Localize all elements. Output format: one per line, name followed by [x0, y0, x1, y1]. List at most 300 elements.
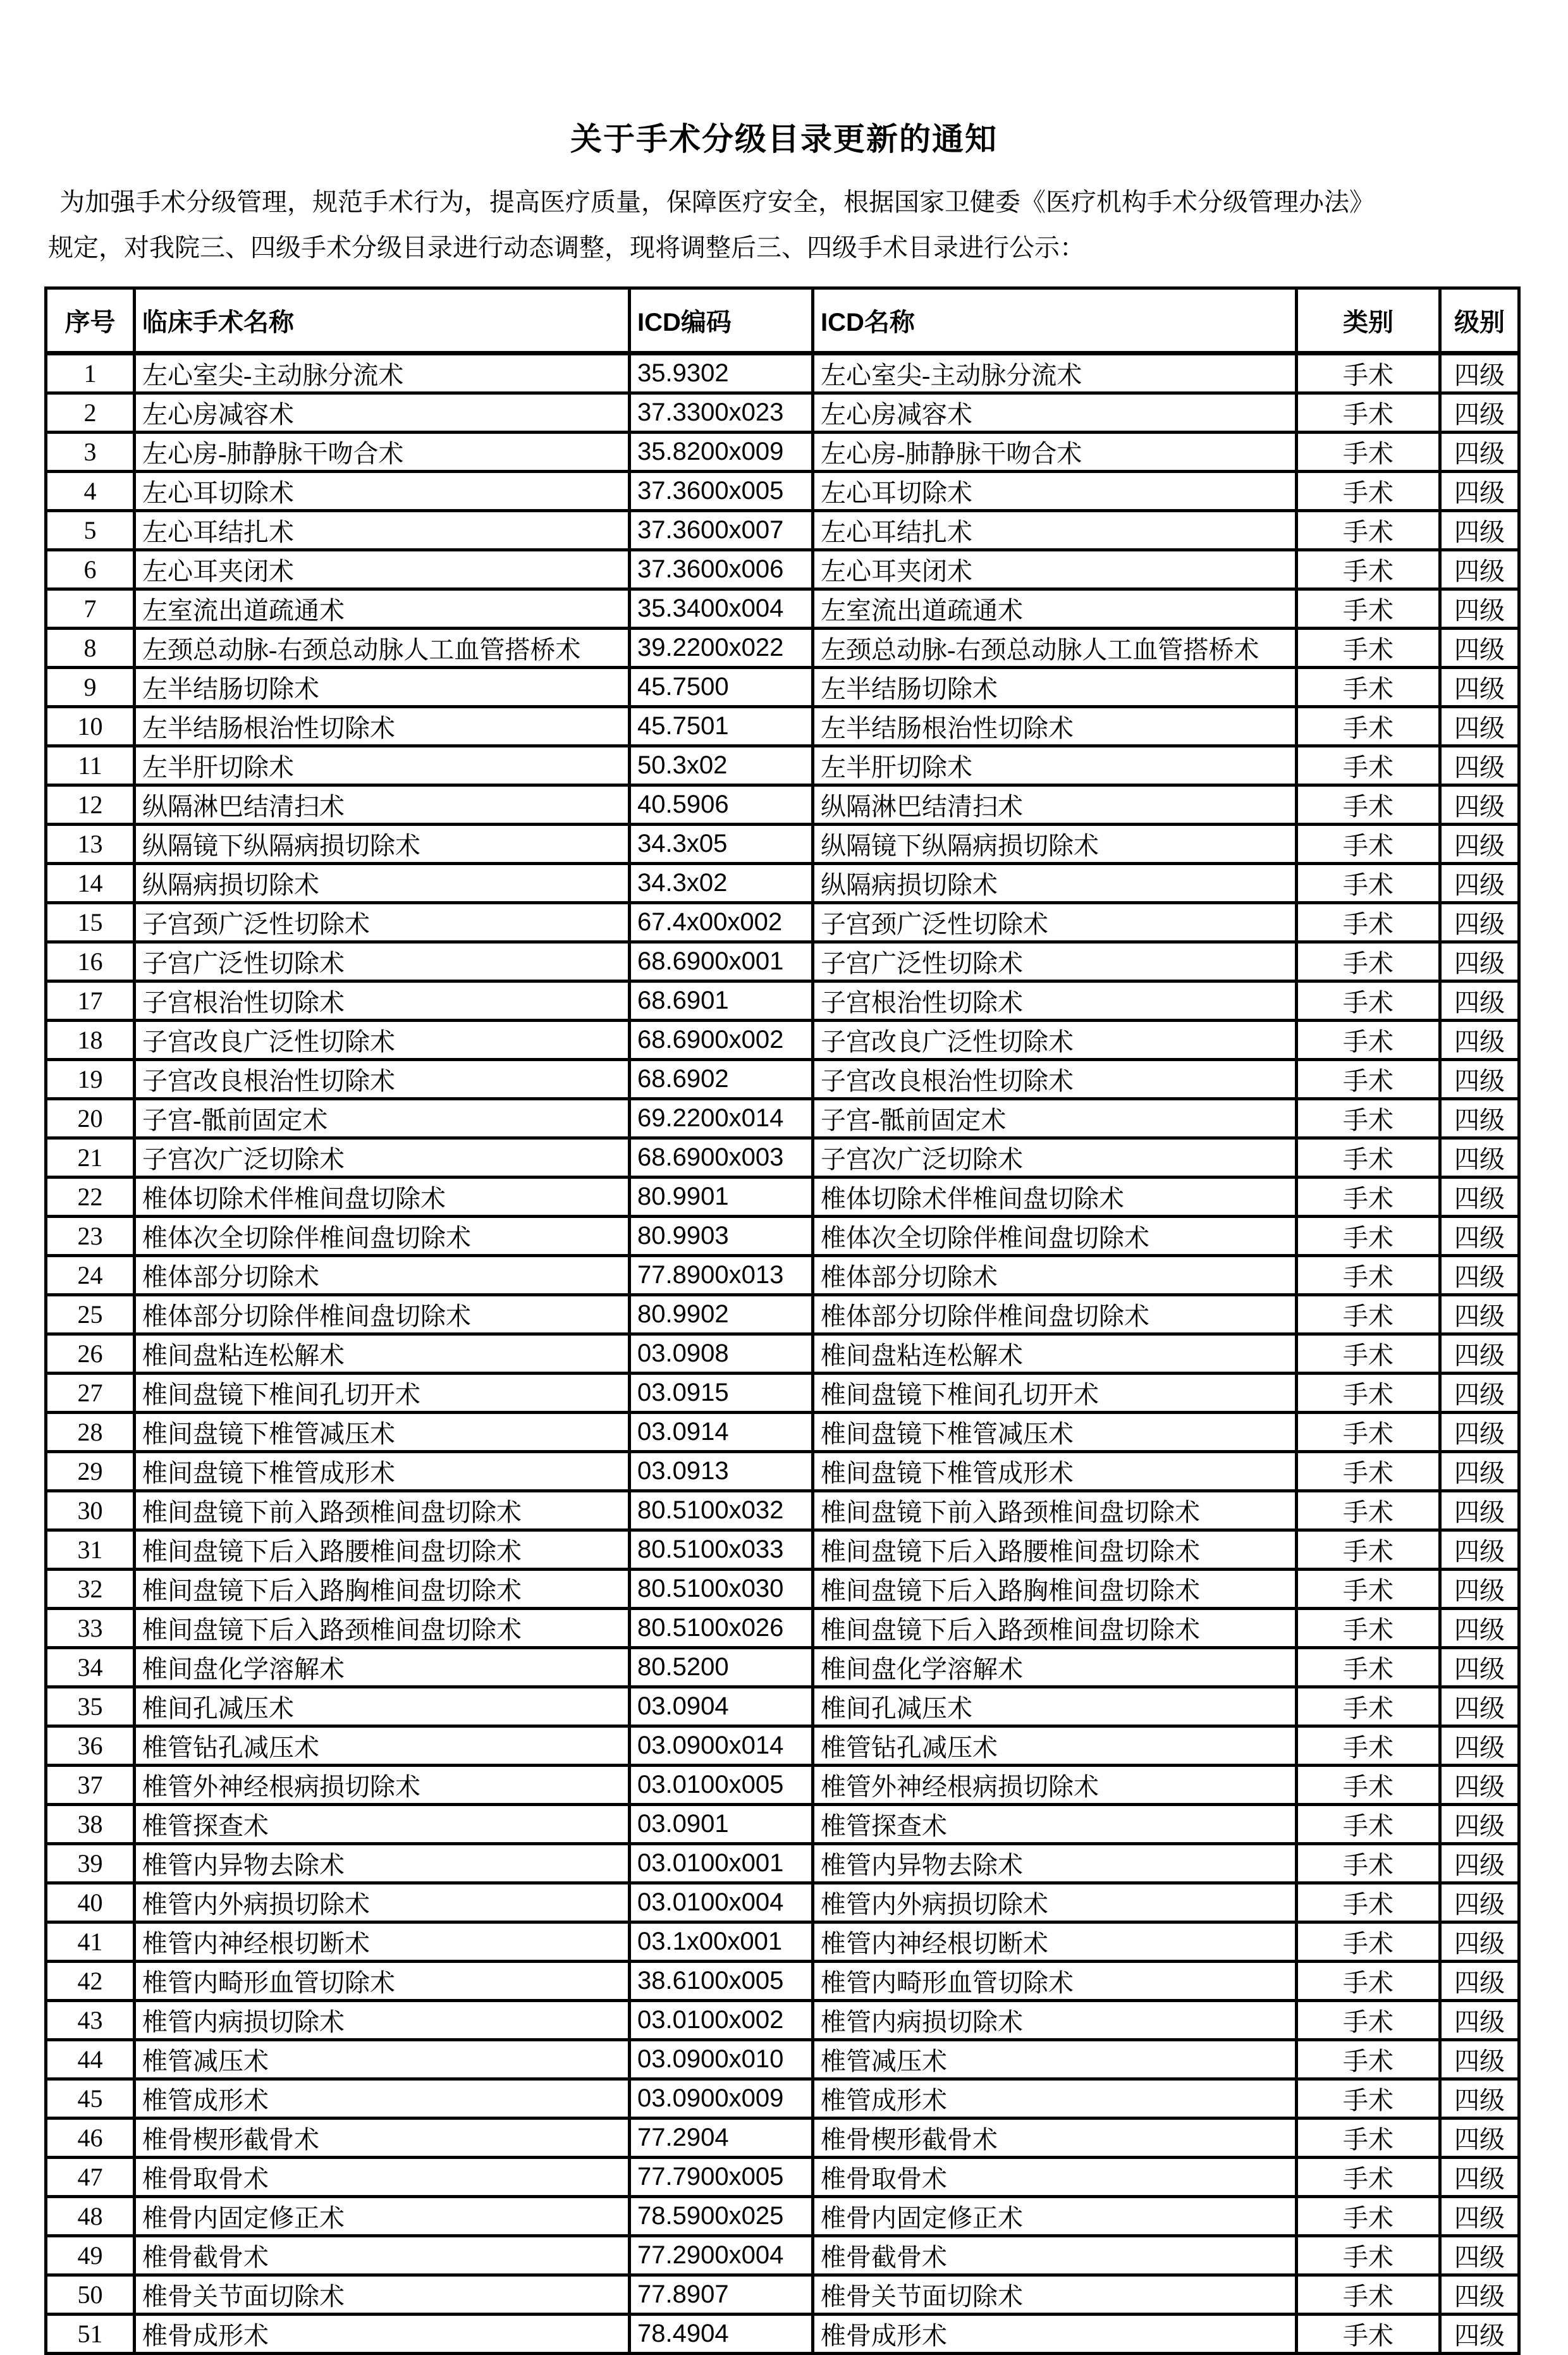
- table-row: [46, 1922, 1519, 1962]
- table-row: [46, 2040, 1519, 2079]
- cell-level: 四级: [1440, 589, 1519, 629]
- header-row: [46, 288, 1519, 354]
- cell-icd-code: 03.0915: [630, 1374, 813, 1413]
- table-row: [46, 393, 1519, 433]
- cell-seq: 45: [46, 2079, 135, 2118]
- cell-icd-code: 69.2200x014: [630, 1099, 813, 1138]
- table-row: [46, 1099, 1519, 1138]
- cell-level: 四级: [1440, 1570, 1519, 1609]
- cell-level: 四级: [1440, 825, 1519, 864]
- cell-seq: 32: [46, 1570, 135, 1609]
- cell-level: 四级: [1440, 903, 1519, 942]
- cell-level: 四级: [1440, 629, 1519, 668]
- cell-clinical-name: 椎间孔减压术: [135, 1687, 630, 1726]
- cell-icd-code: 77.8907: [630, 2275, 813, 2315]
- cell-clinical-name: 左心室尖-主动脉分流术: [135, 354, 630, 393]
- cell-category: 手术: [1297, 785, 1440, 825]
- cell-icd-name: 纵隔病损切除术: [813, 864, 1297, 903]
- cell-level: 四级: [1440, 1138, 1519, 1178]
- cell-level: 四级: [1440, 2315, 1519, 2354]
- table-row: [46, 2275, 1519, 2315]
- cell-level: 四级: [1440, 393, 1519, 433]
- cell-level: 四级: [1440, 472, 1519, 511]
- table-row: [46, 1648, 1519, 1687]
- cell-seq: 37: [46, 1766, 135, 1805]
- cell-icd-code: 37.3600x007: [630, 511, 813, 550]
- cell-icd-name: 纵隔淋巴结清扫术: [813, 785, 1297, 825]
- header-category: 类别: [1297, 288, 1440, 354]
- cell-icd-name: 椎骨截骨术: [813, 2236, 1297, 2275]
- header-icd-code: ICD编码: [630, 288, 813, 354]
- cell-level: 四级: [1440, 1256, 1519, 1295]
- cell-seq: 18: [46, 1021, 135, 1060]
- cell-icd-name: 子宫广泛性切除术: [813, 942, 1297, 981]
- cell-icd-code: 03.1x00x001: [630, 1922, 813, 1962]
- table-row: [46, 2197, 1519, 2236]
- table-row: [46, 1178, 1519, 1217]
- cell-seq: 22: [46, 1178, 135, 1217]
- cell-level: 四级: [1440, 1687, 1519, 1726]
- cell-seq: 12: [46, 785, 135, 825]
- cell-clinical-name: 椎骨截骨术: [135, 2236, 630, 2275]
- cell-icd-code: 68.6900x001: [630, 942, 813, 981]
- cell-icd-code: 39.2200x022: [630, 629, 813, 668]
- cell-category: 手术: [1297, 1883, 1440, 1922]
- table-row: [46, 1452, 1519, 1491]
- cell-level: 四级: [1440, 1295, 1519, 1334]
- cell-category: 手术: [1297, 1844, 1440, 1883]
- cell-clinical-name: 子宫次广泛切除术: [135, 1138, 630, 1178]
- cell-icd-name: 左半结肠根治性切除术: [813, 707, 1297, 746]
- cell-level: 四级: [1440, 942, 1519, 981]
- cell-icd-code: 03.0900x010: [630, 2040, 813, 2079]
- cell-level: 四级: [1440, 2197, 1519, 2236]
- table-row: [46, 511, 1519, 550]
- cell-icd-code: 03.0904: [630, 1687, 813, 1726]
- cell-category: 手术: [1297, 1099, 1440, 1138]
- cell-clinical-name: 子宫根治性切除术: [135, 981, 630, 1021]
- cell-icd-name: 椎管外神经根病损切除术: [813, 1766, 1297, 1805]
- cell-icd-name: 左半肝切除术: [813, 746, 1297, 785]
- cell-icd-code: 77.2900x004: [630, 2236, 813, 2275]
- table-row: [46, 1413, 1519, 1452]
- table-row: [46, 1060, 1519, 1099]
- intro-line-2: 规定，对我院三、四级手术分级目录进行动态调整，现将调整后三、四级手术目录进行公示：: [48, 233, 1085, 262]
- cell-icd-name: 椎骨内固定修正术: [813, 2197, 1297, 2236]
- cell-icd-name: 椎骨取骨术: [813, 2158, 1297, 2197]
- cell-icd-code: 03.0100x005: [630, 1766, 813, 1805]
- table-header: [46, 288, 1519, 354]
- cell-category: 手术: [1297, 1374, 1440, 1413]
- cell-seq: 42: [46, 1962, 135, 2001]
- table-row: [46, 1491, 1519, 1530]
- cell-level: 四级: [1440, 1962, 1519, 2001]
- cell-icd-code: 03.0100x002: [630, 2001, 813, 2040]
- cell-icd-name: 椎体部分切除伴椎间盘切除术: [813, 1295, 1297, 1334]
- cell-icd-code: 03.0913: [630, 1452, 813, 1491]
- cell-level: 四级: [1440, 785, 1519, 825]
- cell-level: 四级: [1440, 1922, 1519, 1962]
- cell-clinical-name: 椎管内畸形血管切除术: [135, 1962, 630, 2001]
- cell-level: 四级: [1440, 707, 1519, 746]
- cell-icd-name: 椎骨关节面切除术: [813, 2275, 1297, 2315]
- cell-clinical-name: 左半结肠根治性切除术: [135, 707, 630, 746]
- cell-category: 手术: [1297, 472, 1440, 511]
- cell-seq: 3: [46, 433, 135, 472]
- table-row: [46, 2158, 1519, 2197]
- cell-icd-code: 35.9302: [630, 354, 813, 393]
- cell-level: 四级: [1440, 1883, 1519, 1922]
- cell-clinical-name: 椎间盘镜下椎管减压术: [135, 1413, 630, 1452]
- cell-seq: 26: [46, 1334, 135, 1374]
- table-row: [46, 2236, 1519, 2275]
- cell-icd-name: 椎管内畸形血管切除术: [813, 1962, 1297, 2001]
- cell-clinical-name: 椎管成形术: [135, 2079, 630, 2118]
- cell-icd-name: 椎骨成形术: [813, 2315, 1297, 2354]
- cell-category: 手术: [1297, 1726, 1440, 1766]
- cell-clinical-name: 椎间盘镜下后入路腰椎间盘切除术: [135, 1530, 630, 1570]
- cell-icd-name: 椎间孔减压术: [813, 1687, 1297, 1726]
- cell-icd-name: 椎管内神经根切断术: [813, 1922, 1297, 1962]
- table-row: [46, 472, 1519, 511]
- cell-icd-name: 左室流出道疏通术: [813, 589, 1297, 629]
- header-clinical-name: 临床手术名称: [135, 288, 630, 354]
- cell-level: 四级: [1440, 1844, 1519, 1883]
- cell-category: 手术: [1297, 1766, 1440, 1805]
- cell-clinical-name: 子宫广泛性切除术: [135, 942, 630, 981]
- cell-icd-name: 椎体切除术伴椎间盘切除术: [813, 1178, 1297, 1217]
- cell-level: 四级: [1440, 2040, 1519, 2079]
- table-row: [46, 1609, 1519, 1648]
- cell-clinical-name: 椎管内神经根切断术: [135, 1922, 630, 1962]
- cell-seq: 36: [46, 1726, 135, 1766]
- cell-clinical-name: 椎管内病损切除术: [135, 2001, 630, 2040]
- table-row: [46, 1726, 1519, 1766]
- cell-icd-code: 40.5906: [630, 785, 813, 825]
- cell-category: 手术: [1297, 511, 1440, 550]
- cell-level: 四级: [1440, 2236, 1519, 2275]
- cell-level: 四级: [1440, 1609, 1519, 1648]
- cell-clinical-name: 子宫颈广泛性切除术: [135, 903, 630, 942]
- cell-clinical-name: 椎骨楔形截骨术: [135, 2118, 630, 2158]
- cell-icd-code: 37.3600x006: [630, 550, 813, 589]
- cell-icd-code: 68.6900x003: [630, 1138, 813, 1178]
- table-row: [46, 707, 1519, 746]
- table-row: [46, 981, 1519, 1021]
- cell-icd-name: 椎管成形术: [813, 2079, 1297, 2118]
- cell-clinical-name: 椎体部分切除伴椎间盘切除术: [135, 1295, 630, 1334]
- cell-category: 手术: [1297, 433, 1440, 472]
- cell-icd-code: 37.3600x005: [630, 472, 813, 511]
- table-row: [46, 2079, 1519, 2118]
- cell-seq: 49: [46, 2236, 135, 2275]
- cell-clinical-name: 子宫改良根治性切除术: [135, 1060, 630, 1099]
- cell-level: 四级: [1440, 1766, 1519, 1805]
- cell-category: 手术: [1297, 2158, 1440, 2197]
- surgery-grading-table: [44, 286, 1521, 2355]
- cell-icd-code: 80.5100x032: [630, 1491, 813, 1530]
- cell-level: 四级: [1440, 511, 1519, 550]
- cell-icd-name: 子宫根治性切除术: [813, 981, 1297, 1021]
- cell-seq: 7: [46, 589, 135, 629]
- cell-seq: 15: [46, 903, 135, 942]
- cell-icd-name: 椎体部分切除术: [813, 1256, 1297, 1295]
- cell-seq: 16: [46, 942, 135, 981]
- cell-icd-name: 纵隔镜下纵隔病损切除术: [813, 825, 1297, 864]
- table-row: [46, 1217, 1519, 1256]
- cell-icd-name: 椎间盘粘连松解术: [813, 1334, 1297, 1374]
- cell-category: 手术: [1297, 2275, 1440, 2315]
- cell-level: 四级: [1440, 2118, 1519, 2158]
- cell-seq: 40: [46, 1883, 135, 1922]
- cell-seq: 4: [46, 472, 135, 511]
- cell-category: 手术: [1297, 903, 1440, 942]
- cell-icd-code: 80.5100x026: [630, 1609, 813, 1648]
- cell-clinical-name: 左心耳结扎术: [135, 511, 630, 550]
- cell-icd-name: 左心耳结扎术: [813, 511, 1297, 550]
- cell-category: 手术: [1297, 2079, 1440, 2118]
- table-row: [46, 2118, 1519, 2158]
- cell-clinical-name: 椎间盘镜下后入路颈椎间盘切除术: [135, 1609, 630, 1648]
- table-row: [46, 1883, 1519, 1922]
- cell-clinical-name: 椎体部分切除术: [135, 1256, 630, 1295]
- table-row: [46, 903, 1519, 942]
- cell-level: 四级: [1440, 354, 1519, 393]
- cell-icd-code: 80.5200: [630, 1648, 813, 1687]
- table-row: [46, 1374, 1519, 1413]
- cell-icd-name: 椎间盘镜下椎管成形术: [813, 1452, 1297, 1491]
- table-row: [46, 550, 1519, 589]
- table-row: [46, 1138, 1519, 1178]
- page-title: 关于手术分级目录更新的通知: [570, 121, 998, 157]
- table-row: [46, 1687, 1519, 1726]
- cell-clinical-name: 纵隔淋巴结清扫术: [135, 785, 630, 825]
- cell-icd-code: 45.7501: [630, 707, 813, 746]
- cell-icd-code: 35.8200x009: [630, 433, 813, 472]
- cell-icd-code: 67.4x00x002: [630, 903, 813, 942]
- cell-icd-code: 45.7500: [630, 668, 813, 707]
- cell-icd-code: 77.7900x005: [630, 2158, 813, 2197]
- cell-category: 手术: [1297, 1491, 1440, 1530]
- cell-seq: 35: [46, 1687, 135, 1726]
- cell-seq: 21: [46, 1138, 135, 1178]
- cell-icd-name: 子宫颈广泛性切除术: [813, 903, 1297, 942]
- cell-category: 手术: [1297, 1648, 1440, 1687]
- cell-level: 四级: [1440, 1374, 1519, 1413]
- cell-icd-name: 子宫-骶前固定术: [813, 1099, 1297, 1138]
- cell-category: 手术: [1297, 2040, 1440, 2079]
- cell-seq: 8: [46, 629, 135, 668]
- cell-category: 手术: [1297, 1217, 1440, 1256]
- cell-category: 手术: [1297, 550, 1440, 589]
- cell-clinical-name: 椎管内异物去除术: [135, 1844, 630, 1883]
- table-row: [46, 1570, 1519, 1609]
- cell-level: 四级: [1440, 2275, 1519, 2315]
- cell-category: 手术: [1297, 1530, 1440, 1570]
- cell-icd-name: 子宫改良广泛性切除术: [813, 1021, 1297, 1060]
- cell-seq: 46: [46, 2118, 135, 2158]
- cell-clinical-name: 纵隔病损切除术: [135, 864, 630, 903]
- cell-clinical-name: 子宫改良广泛性切除术: [135, 1021, 630, 1060]
- cell-icd-name: 椎间盘镜下后入路颈椎间盘切除术: [813, 1609, 1297, 1648]
- cell-icd-name: 子宫次广泛切除术: [813, 1138, 1297, 1178]
- cell-seq: 29: [46, 1452, 135, 1491]
- table-row: [46, 1805, 1519, 1844]
- cell-icd-name: 椎管钻孔减压术: [813, 1726, 1297, 1766]
- cell-clinical-name: 左半结肠切除术: [135, 668, 630, 707]
- cell-seq: 28: [46, 1413, 135, 1452]
- cell-icd-code: 80.9903: [630, 1217, 813, 1256]
- cell-clinical-name: 椎管外神经根病损切除术: [135, 1766, 630, 1805]
- cell-level: 四级: [1440, 550, 1519, 589]
- cell-category: 手术: [1297, 589, 1440, 629]
- cell-seq: 48: [46, 2197, 135, 2236]
- cell-icd-code: 34.3x02: [630, 864, 813, 903]
- cell-seq: 13: [46, 825, 135, 864]
- cell-seq: 14: [46, 864, 135, 903]
- cell-icd-code: 35.3400x004: [630, 589, 813, 629]
- cell-clinical-name: 椎骨内固定修正术: [135, 2197, 630, 2236]
- cell-icd-name: 左心耳切除术: [813, 472, 1297, 511]
- cell-level: 四级: [1440, 433, 1519, 472]
- cell-seq: 25: [46, 1295, 135, 1334]
- table-row: [46, 1256, 1519, 1295]
- cell-icd-name: 椎管减压术: [813, 2040, 1297, 2079]
- cell-icd-name: 左心房减容术: [813, 393, 1297, 433]
- cell-icd-name: 左心房-肺静脉干吻合术: [813, 433, 1297, 472]
- table-row: [46, 1766, 1519, 1805]
- cell-icd-code: 03.0100x001: [630, 1844, 813, 1883]
- table-row: [46, 746, 1519, 785]
- cell-level: 四级: [1440, 1334, 1519, 1374]
- cell-seq: 33: [46, 1609, 135, 1648]
- table-row: [46, 1530, 1519, 1570]
- intro-paragraph: [48, 180, 1520, 271]
- cell-icd-code: 03.0100x004: [630, 1883, 813, 1922]
- cell-category: 手术: [1297, 1256, 1440, 1295]
- cell-icd-code: 78.5900x025: [630, 2197, 813, 2236]
- cell-level: 四级: [1440, 1805, 1519, 1844]
- cell-icd-code: 03.0900x009: [630, 2079, 813, 2118]
- cell-seq: 24: [46, 1256, 135, 1295]
- cell-category: 手术: [1297, 2197, 1440, 2236]
- table-row: [46, 2001, 1519, 2040]
- cell-level: 四级: [1440, 2158, 1519, 2197]
- cell-icd-name: 椎间盘镜下椎管减压术: [813, 1413, 1297, 1452]
- cell-category: 手术: [1297, 864, 1440, 903]
- table-body: [46, 354, 1519, 2354]
- cell-seq: 39: [46, 1844, 135, 1883]
- cell-clinical-name: 左心耳切除术: [135, 472, 630, 511]
- cell-category: 手术: [1297, 1413, 1440, 1452]
- cell-category: 手术: [1297, 354, 1440, 393]
- cell-clinical-name: 椎间盘化学溶解术: [135, 1648, 630, 1687]
- cell-category: 手术: [1297, 1962, 1440, 2001]
- cell-level: 四级: [1440, 1217, 1519, 1256]
- cell-level: 四级: [1440, 1726, 1519, 1766]
- table-row: [46, 433, 1519, 472]
- cell-level: 四级: [1440, 864, 1519, 903]
- cell-category: 手术: [1297, 746, 1440, 785]
- cell-icd-code: 68.6902: [630, 1060, 813, 1099]
- cell-icd-code: 03.0914: [630, 1413, 813, 1452]
- cell-icd-name: 左心室尖-主动脉分流术: [813, 354, 1297, 393]
- cell-category: 手术: [1297, 1060, 1440, 1099]
- table-row: [46, 942, 1519, 981]
- header-seq: 序号: [46, 288, 135, 354]
- table-row: [46, 354, 1519, 393]
- cell-icd-name: 椎管内异物去除术: [813, 1844, 1297, 1883]
- cell-category: 手术: [1297, 668, 1440, 707]
- cell-icd-name: 椎体次全切除伴椎间盘切除术: [813, 1217, 1297, 1256]
- cell-clinical-name: 椎骨取骨术: [135, 2158, 630, 2197]
- cell-clinical-name: 椎骨关节面切除术: [135, 2275, 630, 2315]
- cell-clinical-name: 左颈总动脉-右颈总动脉人工血管搭桥术: [135, 629, 630, 668]
- cell-category: 手术: [1297, 942, 1440, 981]
- cell-icd-code: 03.0908: [630, 1334, 813, 1374]
- intro-line-1: 为加强手术分级管理，规范手术行为，提高医疗质量，保障医疗安全，根据国家卫健委《医疗机构手术分级管理办法》: [59, 188, 1375, 216]
- cell-clinical-name: 左心耳夹闭术: [135, 550, 630, 589]
- cell-seq: 9: [46, 668, 135, 707]
- cell-icd-code: 38.6100x005: [630, 1962, 813, 2001]
- table-row: [46, 668, 1519, 707]
- cell-category: 手术: [1297, 1334, 1440, 1374]
- cell-icd-code: 68.6901: [630, 981, 813, 1021]
- cell-icd-name: 椎间盘镜下后入路胸椎间盘切除术: [813, 1570, 1297, 1609]
- cell-seq: 44: [46, 2040, 135, 2079]
- cell-seq: 19: [46, 1060, 135, 1099]
- cell-clinical-name: 椎管钻孔减压术: [135, 1726, 630, 1766]
- cell-category: 手术: [1297, 981, 1440, 1021]
- cell-icd-name: 子宫改良根治性切除术: [813, 1060, 1297, 1099]
- cell-clinical-name: 左心房减容术: [135, 393, 630, 433]
- cell-category: 手术: [1297, 1805, 1440, 1844]
- cell-seq: 20: [46, 1099, 135, 1138]
- cell-seq: 43: [46, 2001, 135, 2040]
- cell-seq: 17: [46, 981, 135, 1021]
- cell-icd-name: 椎间盘化学溶解术: [813, 1648, 1297, 1687]
- cell-seq: 31: [46, 1530, 135, 1570]
- cell-clinical-name: 椎体切除术伴椎间盘切除术: [135, 1178, 630, 1217]
- cell-icd-code: 03.0901: [630, 1805, 813, 1844]
- cell-icd-code: 37.3300x023: [630, 393, 813, 433]
- table-row: [46, 825, 1519, 864]
- cell-category: 手术: [1297, 629, 1440, 668]
- cell-seq: 34: [46, 1648, 135, 1687]
- cell-seq: 11: [46, 746, 135, 785]
- cell-clinical-name: 子宫-骶前固定术: [135, 1099, 630, 1138]
- table-row: [46, 1844, 1519, 1883]
- cell-level: 四级: [1440, 1452, 1519, 1491]
- cell-level: 四级: [1440, 981, 1519, 1021]
- cell-clinical-name: 椎间盘镜下前入路颈椎间盘切除术: [135, 1491, 630, 1530]
- table-row: [46, 1334, 1519, 1374]
- cell-icd-name: 椎管探查术: [813, 1805, 1297, 1844]
- cell-level: 四级: [1440, 746, 1519, 785]
- cell-level: 四级: [1440, 2001, 1519, 2040]
- cell-level: 四级: [1440, 668, 1519, 707]
- table-row: [46, 629, 1519, 668]
- cell-icd-code: 78.4904: [630, 2315, 813, 2354]
- cell-icd-name: 左心耳夹闭术: [813, 550, 1297, 589]
- cell-icd-name: 椎间盘镜下椎间孔切开术: [813, 1374, 1297, 1413]
- cell-seq: 50: [46, 2275, 135, 2315]
- cell-icd-name: 椎间盘镜下前入路颈椎间盘切除术: [813, 1491, 1297, 1530]
- table-row: [46, 1295, 1519, 1334]
- cell-clinical-name: 左室流出道疏通术: [135, 589, 630, 629]
- cell-category: 手术: [1297, 1570, 1440, 1609]
- cell-level: 四级: [1440, 1099, 1519, 1138]
